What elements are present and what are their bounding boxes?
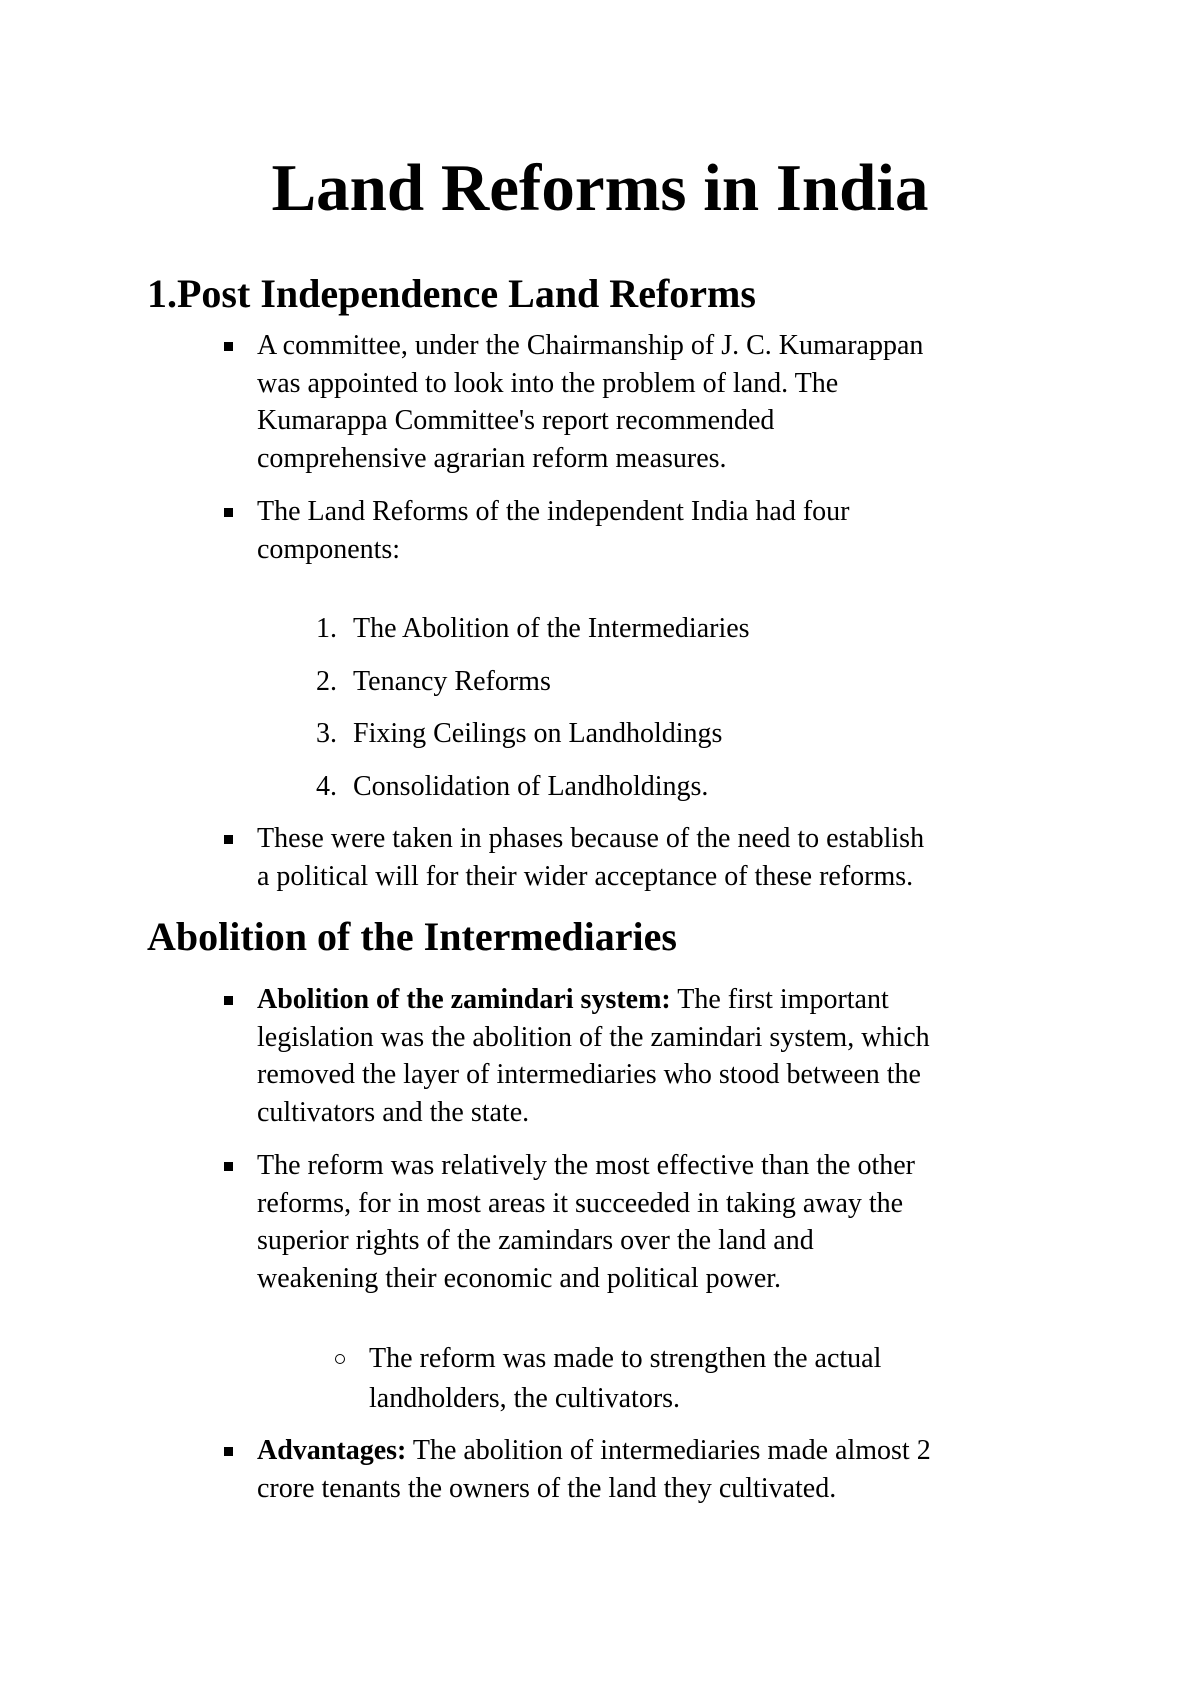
text-line: landholders, the cultivators.: [369, 1383, 681, 1414]
text-run: The first important: [670, 984, 889, 1015]
page-title: Land Reforms in India: [271, 151, 929, 225]
text-line: Kumarappa Committee's report recommended: [257, 405, 775, 436]
list-number: 1.: [316, 613, 337, 644]
component-text: Fixing Ceilings on Landholdings: [353, 718, 723, 749]
text-line: a political will for their wider acceptance of these reforms.: [257, 860, 914, 892]
text-line: removed the layer of intermediaries who stood between the: [257, 1059, 921, 1090]
text-line: was appointed to look into the problem of land. The: [257, 367, 839, 399]
section-heading-abolition: Abolition of the Intermediaries: [147, 914, 677, 959]
component-text: Consolidation of Landholdings.: [353, 771, 709, 802]
circle-bullet-icon: [335, 1354, 345, 1364]
sub-bullet-strengthen: [369, 1339, 1069, 1419]
bullet-advantages: [257, 1432, 1057, 1507]
text-line: comprehensive agrarian reform measures.: [257, 442, 727, 474]
text-line: legislation was the abolition of the zamindari system, which: [257, 1021, 930, 1053]
bullet-reform-effective: [257, 1147, 1057, 1297]
text-line: The Land Reforms of the independent India had four: [257, 496, 850, 527]
square-bullet-icon: [224, 835, 233, 844]
list-number: 4.: [316, 771, 337, 802]
text-line: weakening their economic and political power.: [257, 1262, 782, 1294]
text-line: The reform was relatively the most effective than the other: [257, 1150, 915, 1181]
bold-label: Advantages:: [257, 1435, 407, 1466]
component-text: The Abolition of the Intermediaries: [353, 613, 750, 644]
square-bullet-icon: [224, 342, 233, 351]
text-line: reforms, for in most areas it succeeded in taking away the: [257, 1187, 904, 1219]
square-bullet-icon: [224, 1162, 233, 1171]
list-number: 3.: [316, 718, 337, 749]
text-line: cultivators and the state.: [257, 1096, 530, 1128]
text-line: These were taken in phases because of the need to establish: [257, 823, 925, 854]
text-line: A committee, under the Chairmanship of J. C. Kumarappan: [257, 330, 924, 361]
text-line: crore tenants the owners of the land they cultivated.: [257, 1472, 837, 1504]
bullet-zamindari-system: [257, 981, 1057, 1131]
square-bullet-icon: [224, 508, 233, 517]
square-bullet-icon: [224, 996, 233, 1005]
bullet-phases: [257, 820, 1057, 895]
list-number: 2.: [316, 666, 337, 697]
text-line: components:: [257, 533, 401, 565]
bullet-kumarappan-committee: [257, 327, 1057, 477]
square-bullet-icon: [224, 1447, 233, 1456]
text-run: The abolition of intermediaries made almost 2: [406, 1435, 931, 1466]
text-line: [257, 1432, 1057, 1470]
text-line: [257, 981, 1057, 1019]
bold-label: Abolition of the zamindari system:: [257, 984, 671, 1015]
section-heading-post-independence: 1.Post Independence Land Reforms: [147, 271, 756, 316]
text-line: superior rights of the zamindars over the land and: [257, 1225, 814, 1256]
bullet-four-components: [257, 493, 1057, 568]
text-line: The reform was made to strengthen the actual: [369, 1343, 882, 1374]
component-text: Tenancy Reforms: [353, 666, 551, 697]
